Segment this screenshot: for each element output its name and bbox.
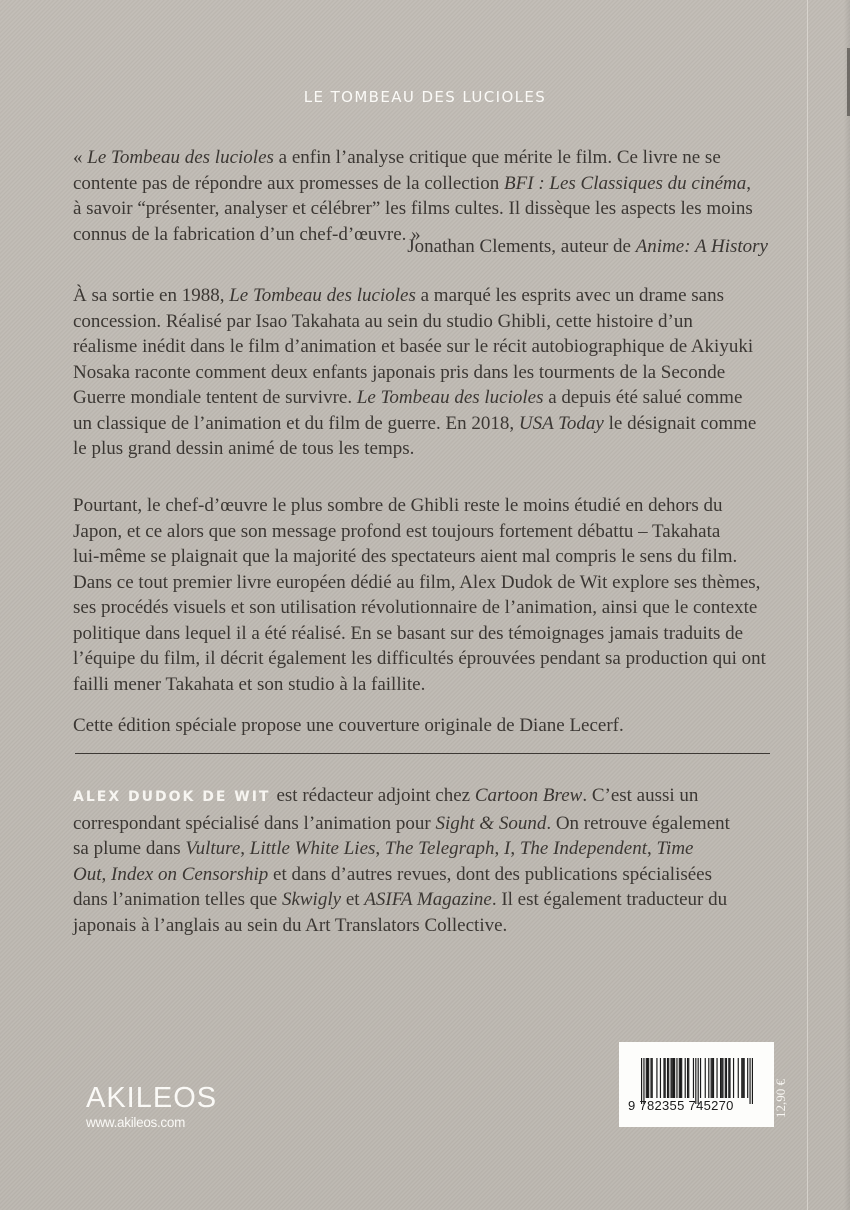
body-text: a depuis été salué comme xyxy=(543,387,743,408)
body-text: , xyxy=(647,838,657,859)
text-line xyxy=(73,171,773,197)
edition-note xyxy=(73,713,773,739)
italic-title-text: Index on Censorship xyxy=(111,863,269,885)
italic-title-text: I xyxy=(504,838,511,859)
barcode-bar xyxy=(674,1058,675,1098)
barcode-bar xyxy=(752,1058,753,1104)
body-text: le désignait comme xyxy=(603,412,757,434)
body-text: a marqué les esprits avec un drame sans xyxy=(415,285,724,306)
quote-attribution xyxy=(407,236,768,258)
text-line xyxy=(73,621,773,647)
barcode-bar xyxy=(673,1058,674,1098)
italic-title-text: Le Tombeau des lucioles xyxy=(87,147,274,168)
text-line xyxy=(73,646,773,672)
italic-title-text: Sight & Sound xyxy=(435,812,547,834)
body-text: Nosaka raconte comment deux enfants japonais pris dans les tourments de la Seconde xyxy=(73,361,726,383)
body-text: dans l’animation telles que xyxy=(73,889,282,910)
text-line xyxy=(73,544,773,570)
text-line xyxy=(73,887,773,913)
body-text: , xyxy=(494,838,505,859)
text-line xyxy=(73,811,773,837)
body-text: est rédacteur adjoint chez xyxy=(276,785,475,806)
body-text: japonais à l’anglais au sein du Art Translators Collective. xyxy=(73,914,508,936)
body-text: , xyxy=(746,172,752,194)
barcode-bar xyxy=(747,1058,748,1098)
barcode-bar xyxy=(726,1058,727,1098)
text-line xyxy=(73,595,773,621)
text-line xyxy=(73,570,773,596)
text-line xyxy=(73,334,773,360)
italic-title-text: Little White Lies xyxy=(249,838,376,859)
author-name: ALEX DUDOK DE WIT xyxy=(73,789,271,805)
barcode-bar xyxy=(646,1058,647,1098)
text-line xyxy=(73,385,773,411)
barcode-bar xyxy=(665,1058,666,1098)
barcode-bar xyxy=(744,1058,745,1098)
text-line xyxy=(73,519,773,545)
barcode-bar xyxy=(660,1058,661,1098)
text-line xyxy=(73,493,773,519)
text-line xyxy=(73,913,773,939)
publisher-name: AKILEOS xyxy=(86,1082,218,1114)
body-text: contente pas de répondre aux promesses de la collection xyxy=(73,172,505,194)
isbn-number: 9 782355 745270 xyxy=(628,1098,734,1113)
body-text: . Il est également traducteur du xyxy=(491,889,728,910)
barcode-bar xyxy=(721,1058,722,1098)
body-text: concession. Réalisé par Isao Takahata au sein du studio Ghibli, cette histoire d’un xyxy=(73,310,693,332)
text-line xyxy=(73,309,773,335)
barcode-bar xyxy=(663,1058,664,1098)
italic-title-text: ASIFA Magazine xyxy=(364,889,492,910)
body-text: politique dans lequel il a été réalisé. En se basant sur des témoignages jamais traduits de xyxy=(73,622,744,644)
barcode-bar xyxy=(681,1058,682,1098)
synopsis-paragraph-2 xyxy=(73,493,773,697)
italic-title-text: Time xyxy=(656,838,694,859)
barcode-bar xyxy=(700,1058,701,1098)
body-text: l’équipe du film, il décrit également les difficultés éprouvées pendant sa production qui ont xyxy=(73,648,766,669)
barcode-bar xyxy=(741,1058,742,1098)
italic-title-text: Le Tombeau des lucioles xyxy=(229,285,416,306)
text-line xyxy=(73,783,773,811)
barcode-bar xyxy=(738,1058,739,1098)
text-line xyxy=(73,283,773,309)
text-line xyxy=(73,145,773,171)
barcode-bar xyxy=(676,1058,677,1098)
body-text: Jonathan Clements, auteur de xyxy=(407,236,636,257)
body-text: connus de la fabrication d’un chef-d’œuvre. » xyxy=(73,223,421,245)
body-text: « xyxy=(73,147,88,168)
barcode-bar xyxy=(670,1058,671,1098)
barcode-bar xyxy=(679,1058,680,1098)
barcode-bar xyxy=(650,1058,651,1098)
body-text: Pourtant, le chef-d’œuvre le plus sombre de Ghibli reste le moins étudié en dehors du xyxy=(73,495,723,516)
body-text: le plus grand dessin animé de tous les temps. xyxy=(73,438,415,459)
body-text: À sa sortie en 1988, xyxy=(73,285,230,306)
body-text: et dans d’autres revues, dont des publications spécialisées xyxy=(268,863,713,885)
body-text: lui-même se plaignait que la majorité des spectateurs aient mal compris le sens du film. xyxy=(73,546,738,567)
barcode-bar xyxy=(733,1058,734,1098)
barcode-bar xyxy=(708,1058,709,1098)
barcode-bar xyxy=(668,1058,669,1098)
italic-title-text: BFI : Les Classiques du cinéma xyxy=(504,172,747,194)
body-text: . On retrouve également xyxy=(546,812,730,834)
body-text: réalisme inédit dans le film d’animation et basée sur le récit autobiographique de Akiyuki xyxy=(73,336,754,357)
body-text: un classique de l’animation et du film de guerre. En 2018, xyxy=(73,412,519,434)
body-text: sa plume dans xyxy=(73,838,186,859)
body-text: Cette édition spéciale propose une couverture originale de Diane Lecerf. xyxy=(73,715,624,736)
italic-title-text: The Independent xyxy=(519,838,648,859)
book-title: LE TOMBEAU DES LUCIOLES xyxy=(303,88,547,106)
italic-title-text: Vulture xyxy=(185,838,241,859)
barcode-bar xyxy=(693,1058,694,1098)
barcode-bar xyxy=(716,1058,717,1098)
text-line xyxy=(73,436,773,462)
italic-title-text: USA Today xyxy=(518,412,604,434)
italic-title-text: Out xyxy=(73,863,102,885)
isbn-barcode xyxy=(619,1042,774,1127)
barcode-bar xyxy=(685,1058,686,1098)
barcode-bar xyxy=(667,1058,668,1098)
publisher-url: www.akileos.com xyxy=(86,1115,186,1130)
barcode-bar xyxy=(688,1058,689,1098)
text-line xyxy=(73,196,773,222)
body-text: à savoir “présenter, analyser et célébrer” les films cultes. Il dissèque les aspects les moins xyxy=(73,198,753,219)
body-text: a enfin l’analyse critique que mérite le film. Ce livre ne se xyxy=(273,147,721,168)
barcode-bar xyxy=(713,1058,714,1098)
body-text: et xyxy=(341,889,365,910)
italic-title-text: Cartoon Brew xyxy=(474,785,583,806)
price-label: 12,90 € xyxy=(773,1079,788,1118)
text-line xyxy=(73,411,773,437)
body-text: ses procédés visuels et son utilisation révolutionnaire de l’animation, ainsi que le contexte xyxy=(73,597,758,618)
body-text: , xyxy=(375,838,385,859)
barcode-bar xyxy=(648,1058,649,1098)
barcode-bar xyxy=(652,1058,653,1098)
body-text: Japon, et ce alors que son message profond est toujours fortement débattu – Takahata xyxy=(73,520,721,542)
body-text: Dans ce tout premier livre européen dédié au film, Alex Dudok de Wit explore ses thèmes, xyxy=(73,571,761,593)
barcode-bar xyxy=(647,1058,648,1098)
body-text: correspondant spécialisé dans l’animation pour xyxy=(73,812,436,834)
italic-title-text: Skwigly xyxy=(281,889,342,910)
barcode-bar xyxy=(749,1058,750,1104)
italic-title-text: Le Tombeau des lucioles xyxy=(356,387,544,408)
barcode-bar xyxy=(742,1058,743,1098)
spine-edge xyxy=(844,0,850,1210)
barcode-bar xyxy=(729,1058,730,1098)
body-text: , xyxy=(101,863,111,885)
barcode-bar xyxy=(711,1058,712,1098)
italic-title-text: The Telegraph xyxy=(384,838,495,859)
barcode-bar xyxy=(720,1058,721,1098)
publisher-logo xyxy=(86,1082,217,1130)
body-text: failli mener Takahata et son studio à la faillite. xyxy=(73,673,426,695)
body-text: , xyxy=(240,838,250,859)
barcode-bar xyxy=(728,1058,729,1098)
text-line xyxy=(73,836,773,862)
review-quote xyxy=(73,145,773,247)
barcode-bar xyxy=(705,1058,706,1098)
italic-title-text: Anime: A History xyxy=(635,236,768,257)
barcode-bar xyxy=(725,1058,726,1098)
text-line xyxy=(73,672,773,698)
text-line xyxy=(73,360,773,386)
synopsis-paragraph-1 xyxy=(73,283,773,462)
body-text: Guerre mondiale tentent de survivre. xyxy=(73,387,357,408)
cover-fold-line xyxy=(807,0,808,1210)
barcode-bar xyxy=(687,1058,688,1098)
section-divider xyxy=(75,753,770,754)
barcode-bar xyxy=(722,1058,723,1098)
barcode-bar xyxy=(680,1058,681,1098)
barcode-bar xyxy=(656,1058,657,1098)
body-text: . C’est aussi un xyxy=(582,785,699,806)
barcode-bar xyxy=(672,1058,673,1098)
author-bio xyxy=(73,783,773,938)
text-line xyxy=(73,862,773,888)
body-text: , xyxy=(510,838,520,859)
barcode-bar xyxy=(712,1058,713,1098)
text-line xyxy=(73,713,773,739)
